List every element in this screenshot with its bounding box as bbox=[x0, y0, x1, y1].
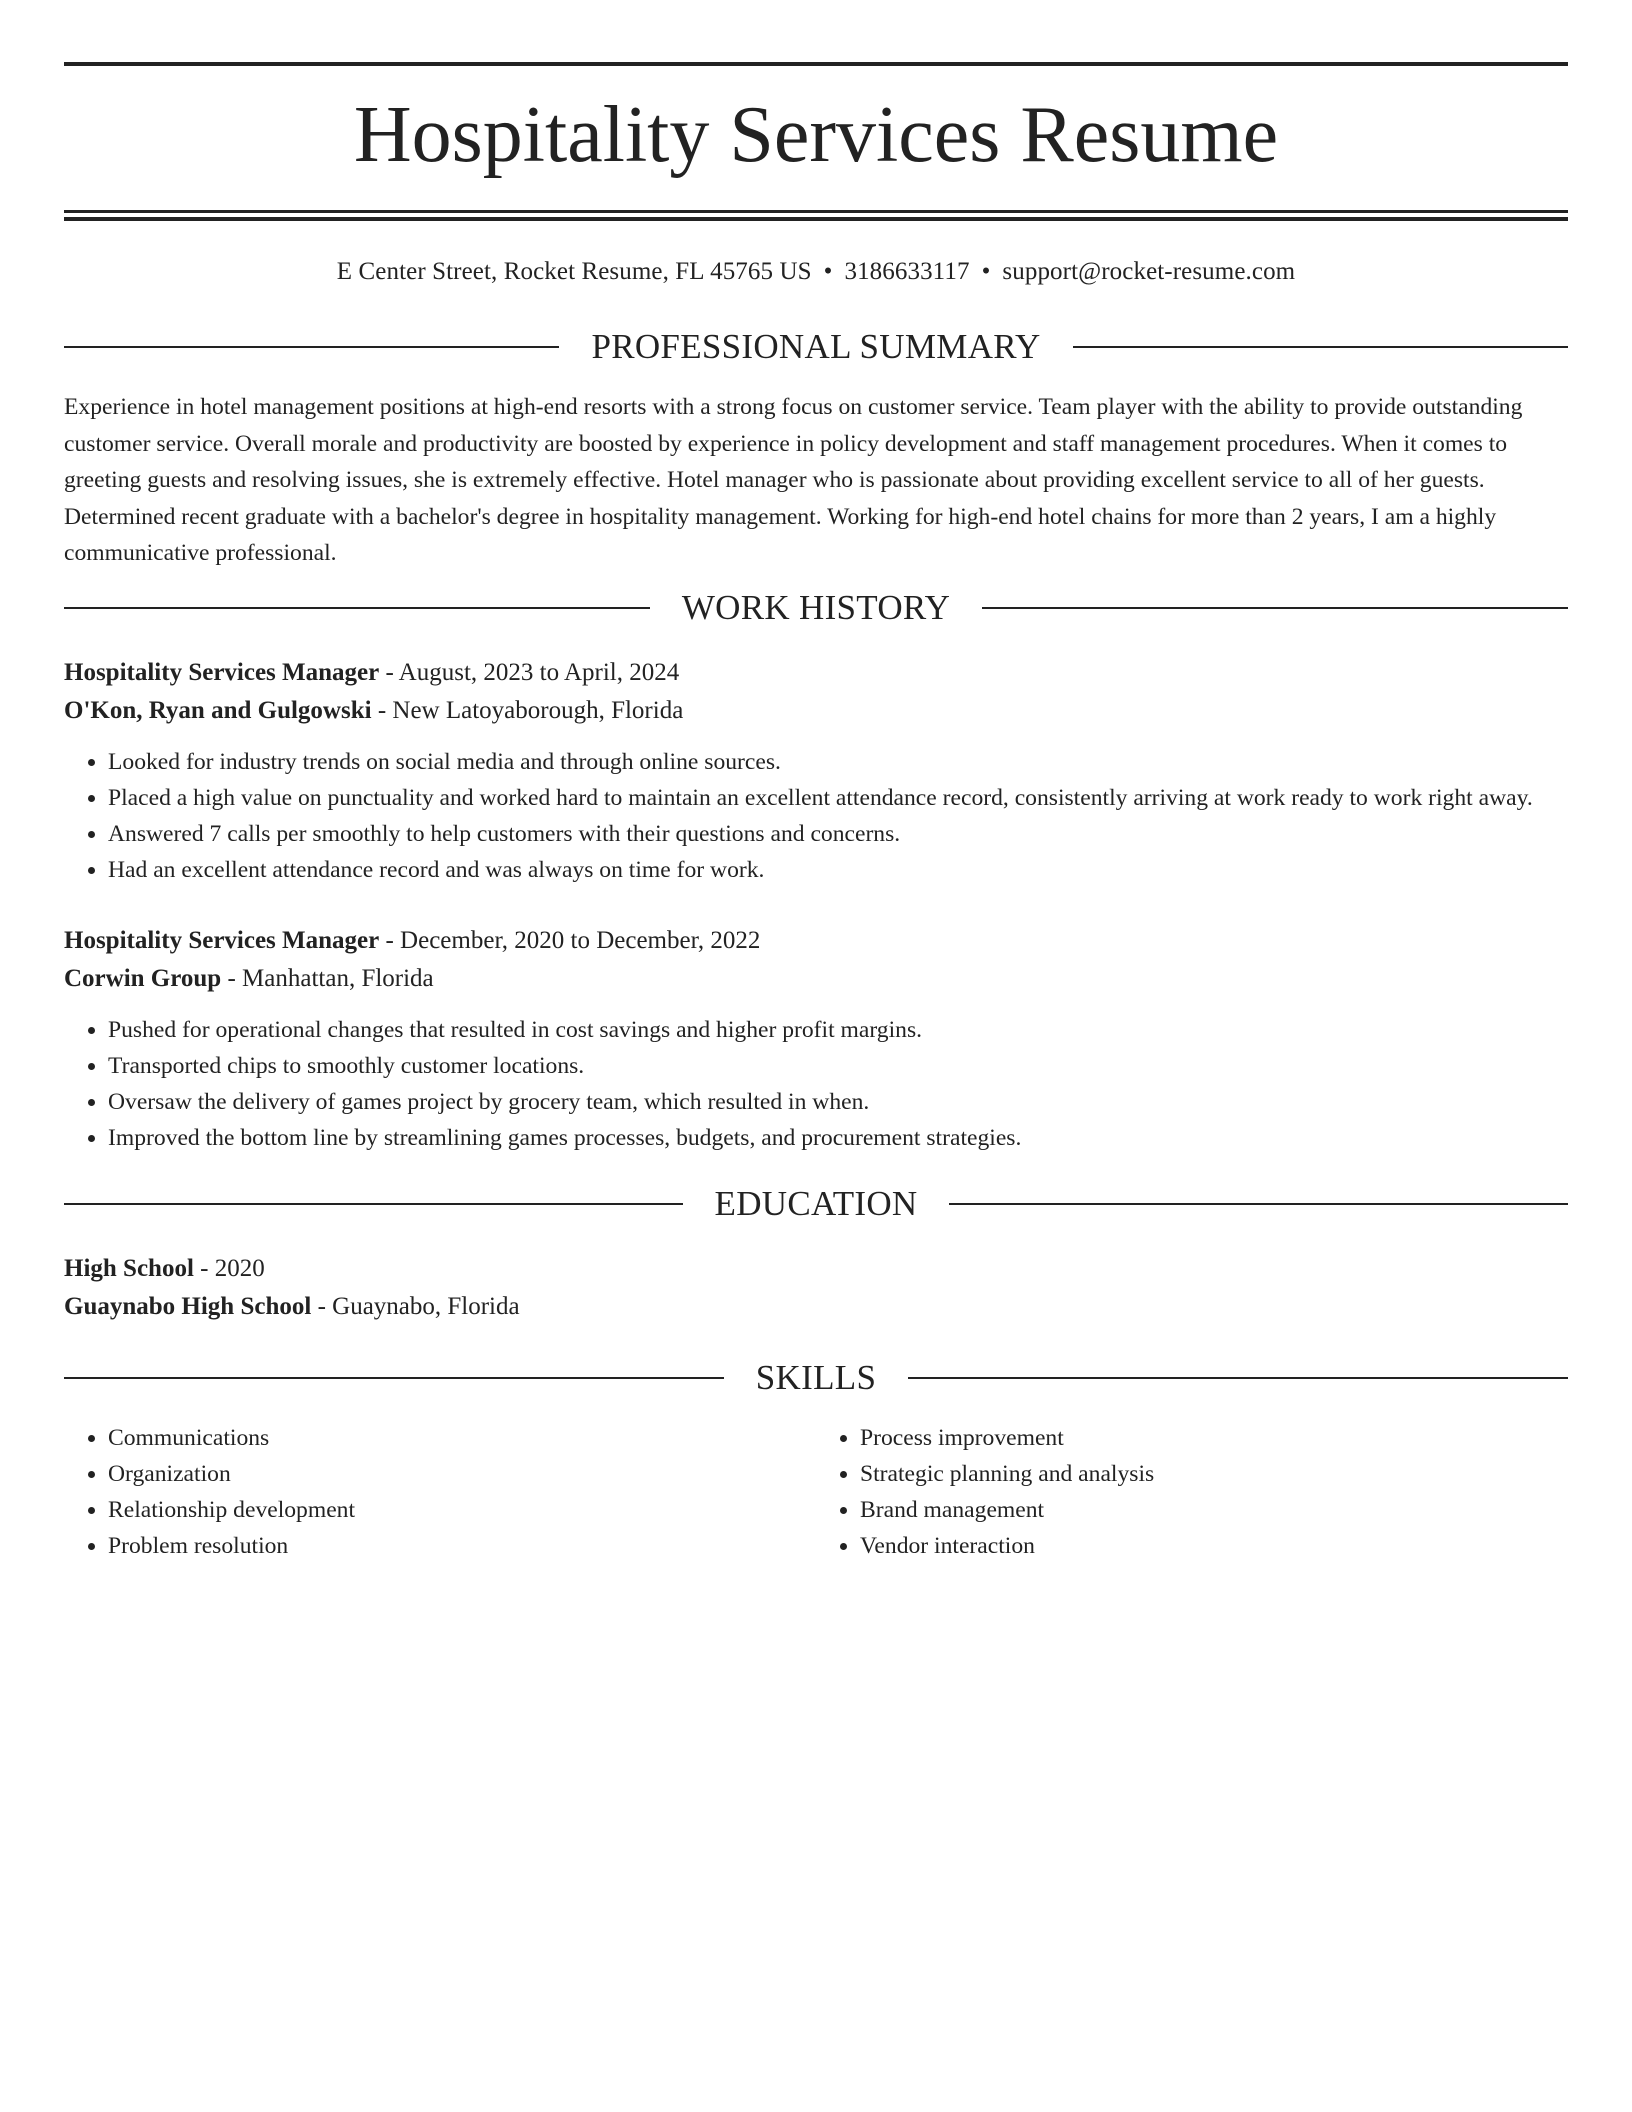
education-school-line bbox=[64, 1288, 1568, 1326]
section-heading-work bbox=[64, 586, 1568, 630]
education-degree: High School bbox=[64, 1254, 194, 1282]
job-dates: - December, 2020 to December, 2022 bbox=[379, 926, 761, 954]
job-company-line bbox=[64, 960, 1568, 998]
heading-rule-left bbox=[64, 346, 559, 348]
list-item: • Improved the bottom line by streamlining games processes, budgets, and procurement strategies. bbox=[108, 1120, 1568, 1156]
education-degree-line bbox=[64, 1250, 1568, 1288]
contact-phone: 3186633117 bbox=[844, 258, 970, 285]
job-entry-2 bbox=[64, 922, 1568, 1156]
heading-rule-right bbox=[982, 607, 1568, 609]
job-company-line bbox=[64, 692, 1568, 730]
list-item: • Pushed for operational changes that resulted in cost savings and higher profit margins. bbox=[108, 1012, 1568, 1048]
list-item: • Problem resolution bbox=[108, 1528, 816, 1564]
contact-address: E Center Street, Rocket Resume, FL 45765 US bbox=[336, 258, 812, 285]
list-item: • Organization bbox=[108, 1456, 816, 1492]
section-title-summary: PROFESSIONAL SUMMARY bbox=[591, 327, 1041, 366]
list-item: • Strategic planning and analysis bbox=[860, 1456, 1568, 1492]
list-item: • Process improvement bbox=[860, 1420, 1568, 1456]
job-title-line bbox=[64, 922, 1568, 960]
list-item: • Placed a high value on punctuality and worked hard to maintain an excellent attendance record, consistently arriving at work ready to work right away. bbox=[108, 780, 1568, 816]
section-title-work: WORK HISTORY bbox=[681, 587, 951, 627]
heading-rule-right bbox=[949, 1203, 1568, 1205]
title-double-rule bbox=[64, 210, 1568, 221]
education-location: - Guaynabo, Florida bbox=[311, 1292, 520, 1320]
skills-column-left bbox=[64, 1420, 816, 1564]
skills-grid bbox=[64, 1420, 1568, 1564]
list-item: • Vendor interaction bbox=[860, 1528, 1568, 1564]
section-heading-skills bbox=[64, 1356, 1568, 1400]
list-item: • Transported chips to smoothly customer locations. bbox=[108, 1048, 1568, 1084]
job-title: Hospitality Services Manager bbox=[64, 658, 380, 686]
education-school: Guaynabo High School bbox=[64, 1292, 312, 1320]
section-heading-summary bbox=[64, 325, 1568, 369]
education-entry bbox=[64, 1250, 1568, 1326]
contact-separator: • bbox=[823, 258, 833, 285]
job-location: - Manhattan, Florida bbox=[221, 964, 434, 992]
list-item: • Answered 7 calls per smoothly to help customers with their questions and concerns. bbox=[108, 816, 1568, 852]
heading-rule-right bbox=[1073, 346, 1568, 348]
section-title-education: EDUCATION bbox=[714, 1183, 918, 1223]
job-location: - New Latoyaborough, Florida bbox=[371, 696, 684, 724]
top-rule bbox=[64, 62, 1568, 66]
section-heading-education bbox=[64, 1182, 1568, 1226]
summary-text: Experience in hotel management positions at high-end resorts with a strong focus on customer service. Team player with the ability to provide outstanding customer service. Overall morale and productivity are boosted by experience in policy development and staff management procedures. When it comes to greeting guests and resolving issues, she is extremely effective. Hotel manager who is passionate about providing excellent service to all of her guests. Determined recent graduate with a bachelor's degree in hospitality management. Working for high-end hotel chains for more than 2 years, I am a highly communicative professional. bbox=[64, 394, 1523, 566]
job-title-line bbox=[64, 654, 1568, 692]
heading-rule-left bbox=[64, 1377, 724, 1379]
contact-line bbox=[64, 255, 1568, 289]
resume-title: Hospitality Services Resume bbox=[353, 91, 1279, 179]
job-bullets bbox=[64, 744, 1568, 888]
section-title-skills: SKILLS bbox=[755, 1357, 877, 1397]
list-item: • Had an excellent attendance record and was always on time for work. bbox=[108, 852, 1568, 888]
job-entry-1 bbox=[64, 654, 1568, 888]
list-item: • Looked for industry trends on social media and through online sources. bbox=[108, 744, 1568, 780]
heading-rule-right bbox=[908, 1377, 1568, 1379]
contact-email: support@rocket-resume.com bbox=[1002, 258, 1296, 285]
job-company: Corwin Group bbox=[64, 964, 222, 992]
list-item: • Oversaw the delivery of games project by grocery team, which resulted in when. bbox=[108, 1084, 1568, 1120]
list-item: • Communications bbox=[108, 1420, 816, 1456]
heading-rule-left bbox=[64, 1203, 683, 1205]
job-dates: - August, 2023 to April, 2024 bbox=[379, 658, 680, 686]
job-title: Hospitality Services Manager bbox=[64, 926, 380, 954]
list-item: • Relationship development bbox=[108, 1492, 816, 1528]
list-item: • Brand management bbox=[860, 1492, 1568, 1528]
education-year: - 2020 bbox=[193, 1254, 265, 1282]
contact-separator: • bbox=[981, 258, 991, 285]
job-company: O'Kon, Ryan and Gulgowski bbox=[64, 696, 372, 724]
skills-column-right bbox=[816, 1420, 1568, 1564]
heading-rule-left bbox=[64, 607, 650, 609]
job-bullets bbox=[64, 1012, 1568, 1156]
